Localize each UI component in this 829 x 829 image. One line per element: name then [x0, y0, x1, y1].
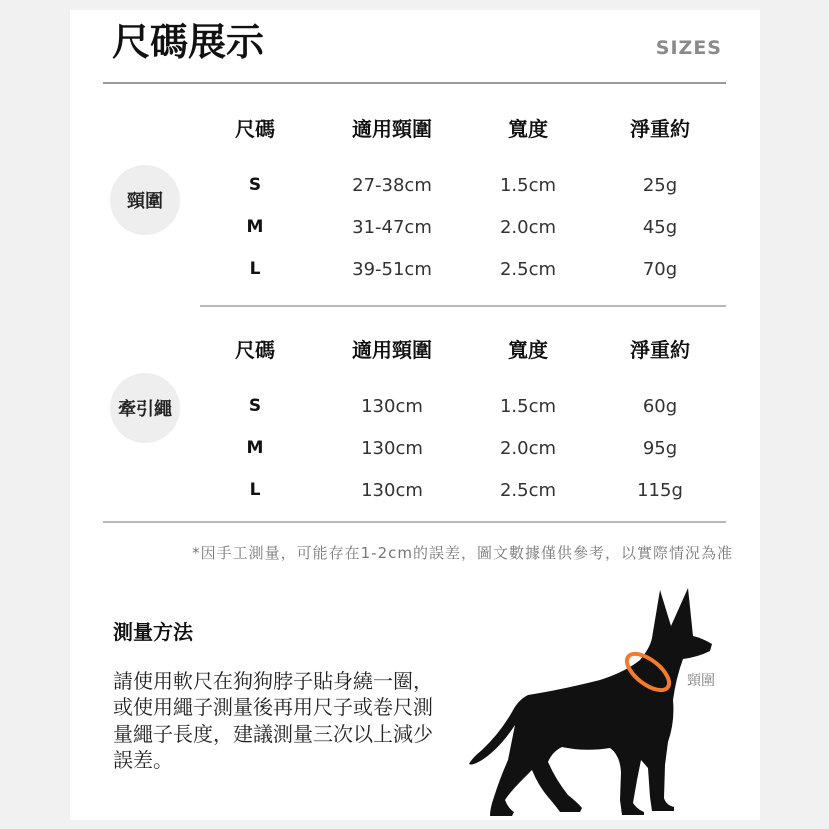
category-label: 牽引繩: [118, 399, 172, 420]
table-row: [205, 427, 743, 469]
category-label: 頸圍: [127, 191, 163, 212]
size-cell: M: [246, 217, 264, 237]
weight-cell: 95g: [642, 437, 678, 459]
table-header-row: [205, 327, 743, 369]
table-row: [205, 164, 743, 206]
size-cell: S: [248, 396, 262, 416]
method-line: 請使用軟尺在狗狗脖子貼身繞一圈，: [113, 669, 433, 693]
page-title: 尺碼展示: [112, 20, 265, 64]
method-line: 誤差。: [113, 747, 173, 772]
measurement-note: *因手工測量，可能存在1-2cm的誤差，圖文數據僅供參考，以實際情況為准: [192, 544, 733, 562]
weight-cell: 45g: [642, 216, 678, 238]
table-row: [205, 248, 743, 290]
width-cell: 2.5cm: [499, 479, 557, 501]
divider-top: [103, 82, 726, 84]
width-cell: 2.5cm: [499, 258, 557, 280]
column-header-weight: 淨重約: [630, 337, 690, 362]
length-cell: 130cm: [361, 479, 423, 501]
width-cell: 1.5cm: [499, 174, 557, 196]
size-cell: L: [249, 259, 261, 279]
length-cell: 130cm: [361, 395, 423, 417]
table-header-row: [205, 106, 743, 148]
width-cell: 2.0cm: [499, 216, 557, 238]
weight-cell: 70g: [642, 258, 678, 280]
size-cell: S: [248, 175, 262, 195]
width-cell: 1.5cm: [499, 395, 557, 417]
column-header-size: 尺碼: [235, 337, 275, 362]
column-header-weight: 淨重約: [630, 116, 690, 141]
column-header-width: 寬度: [508, 116, 548, 141]
dog-silhouette-icon: [469, 588, 712, 816]
divider-middle: [200, 305, 726, 307]
column-header-width: 寬度: [508, 337, 548, 362]
method-line: 量繩子長度，建議測量三次以上減少: [113, 721, 433, 746]
weight-cell: 60g: [642, 395, 678, 417]
width-cell: 2.0cm: [499, 437, 557, 459]
neck-range-cell: 39-51cm: [352, 258, 432, 280]
size-cell: L: [249, 480, 261, 500]
method-line: 或使用繩子測量後再用尺子或卷尺測: [113, 695, 433, 720]
column-header-size: 尺碼: [235, 116, 275, 141]
table-row: [205, 469, 743, 511]
size-table-collar: [205, 106, 743, 290]
table-row: [205, 385, 743, 427]
column-header-neck-range: 適用頸圍: [352, 337, 432, 362]
dog-illustration: [465, 585, 720, 820]
method-description: [113, 668, 433, 773]
size-table-leash: [205, 327, 743, 511]
table-row: [205, 206, 743, 248]
collar-label: 頸圍: [687, 673, 715, 689]
method-heading: 測量方法: [113, 620, 193, 644]
length-cell: 130cm: [361, 437, 423, 459]
weight-cell: 25g: [642, 174, 678, 196]
category-badge-collar: [110, 165, 180, 235]
neck-range-cell: 27-38cm: [352, 174, 432, 196]
size-cell: M: [246, 438, 264, 458]
column-header-neck-range: 適用頸圍: [352, 116, 432, 141]
neck-range-cell: 31-47cm: [352, 216, 432, 238]
weight-cell: 115g: [637, 479, 683, 501]
category-badge-leash: [110, 373, 180, 443]
page-subtitle: SIZES: [655, 37, 722, 59]
divider-bottom: [103, 521, 726, 523]
